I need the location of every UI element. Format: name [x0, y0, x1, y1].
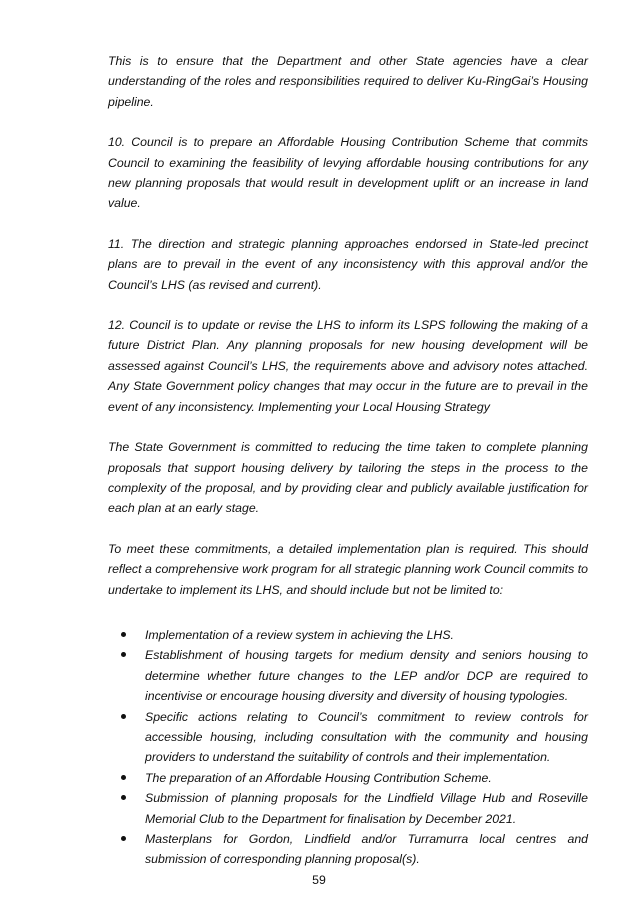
list-item — [108, 707, 588, 768]
paragraph-item-10: 10. Council is to prepare an Affordable Housing Contribution Scheme that commits Council to examining the feasibility of levying affordable housing contributions for any new planning proposals that would result in development uplift or an increase in land value. — [108, 135, 588, 211]
list-item-text: Masterplans for Gordon, Lindfield and/or Turramurra local centres and submission of corresponding planning proposal(s). — [145, 832, 588, 867]
list-item-text: Establishment of housing targets for medium density and seniors housing to determine whether future changes to the LEP and/or DCP are required to incentivise or encourage housing diversity and diversity of housing typologies. — [145, 648, 588, 704]
paragraph-state-commitment: The State Government is committed to reducing the time taken to complete planning proposals that support housing delivery by tailoring the steps in the process to the complexity of the proposal, and by providing clear and publicly available justification for each plan at an early stage. — [108, 440, 588, 516]
bullet-icon — [121, 795, 126, 800]
bullet-icon — [121, 836, 126, 841]
paragraph-implementation-plan: To meet these commitments, a detailed implementation plan is required. This should reflect a comprehensive work program for all strategic planning work Council commits to undertake to implement its LHS, and should include but not be limited to: — [108, 541, 588, 597]
paragraph-intro: This is to ensure that the Department and other State agencies have a clear understanding of the roles and responsibilities required to deliver Ku-RingGai’s Housing pipeline. — [108, 54, 588, 109]
list-item-text: Specific actions relating to Council’s commitment to review controls for accessible housing, including consultation with the community and housing providers to understand the suitability of controls and their implementation. — [145, 709, 588, 765]
list-item-text: The preparation of an Affordable Housing Contribution Scheme. — [145, 770, 492, 785]
implementation-bullet-list — [108, 625, 588, 870]
list-item — [108, 829, 588, 870]
list-item — [108, 645, 588, 706]
list-item — [108, 625, 588, 645]
list-item-text: Implementation of a review system in achieving the LHS. — [145, 627, 454, 642]
page-number: 59 — [312, 873, 326, 887]
bullet-icon — [121, 652, 126, 657]
bullet-icon — [121, 632, 126, 637]
bullet-icon — [121, 714, 126, 719]
list-item — [108, 768, 588, 788]
list-item-text: Submission of planning proposals for the Lindfield Village Hub and Roseville Memorial Club to the Department for finalisation by December 2021. — [145, 791, 588, 826]
list-item — [108, 788, 588, 829]
bullet-icon — [121, 775, 126, 780]
paragraph-item-11: 11. The direction and strategic planning approaches endorsed in State-led precinct plans are to prevail in the event of any inconsistency with this approval and/or the Council’s LHS (as revised and current). — [108, 236, 588, 292]
paragraph-item-12: 12. Council is to update or revise the LHS to inform its LSPS following the making of a future District Plan. Any planning proposals for new housing development will be assessed against Council’s LHS, the requirements above and advisory notes attached. Any State Government policy changes that may occur in the future are to prevail in the event of any inconsistency. Implementing your Local Housing Strategy — [108, 318, 588, 414]
document-page — [108, 51, 588, 870]
